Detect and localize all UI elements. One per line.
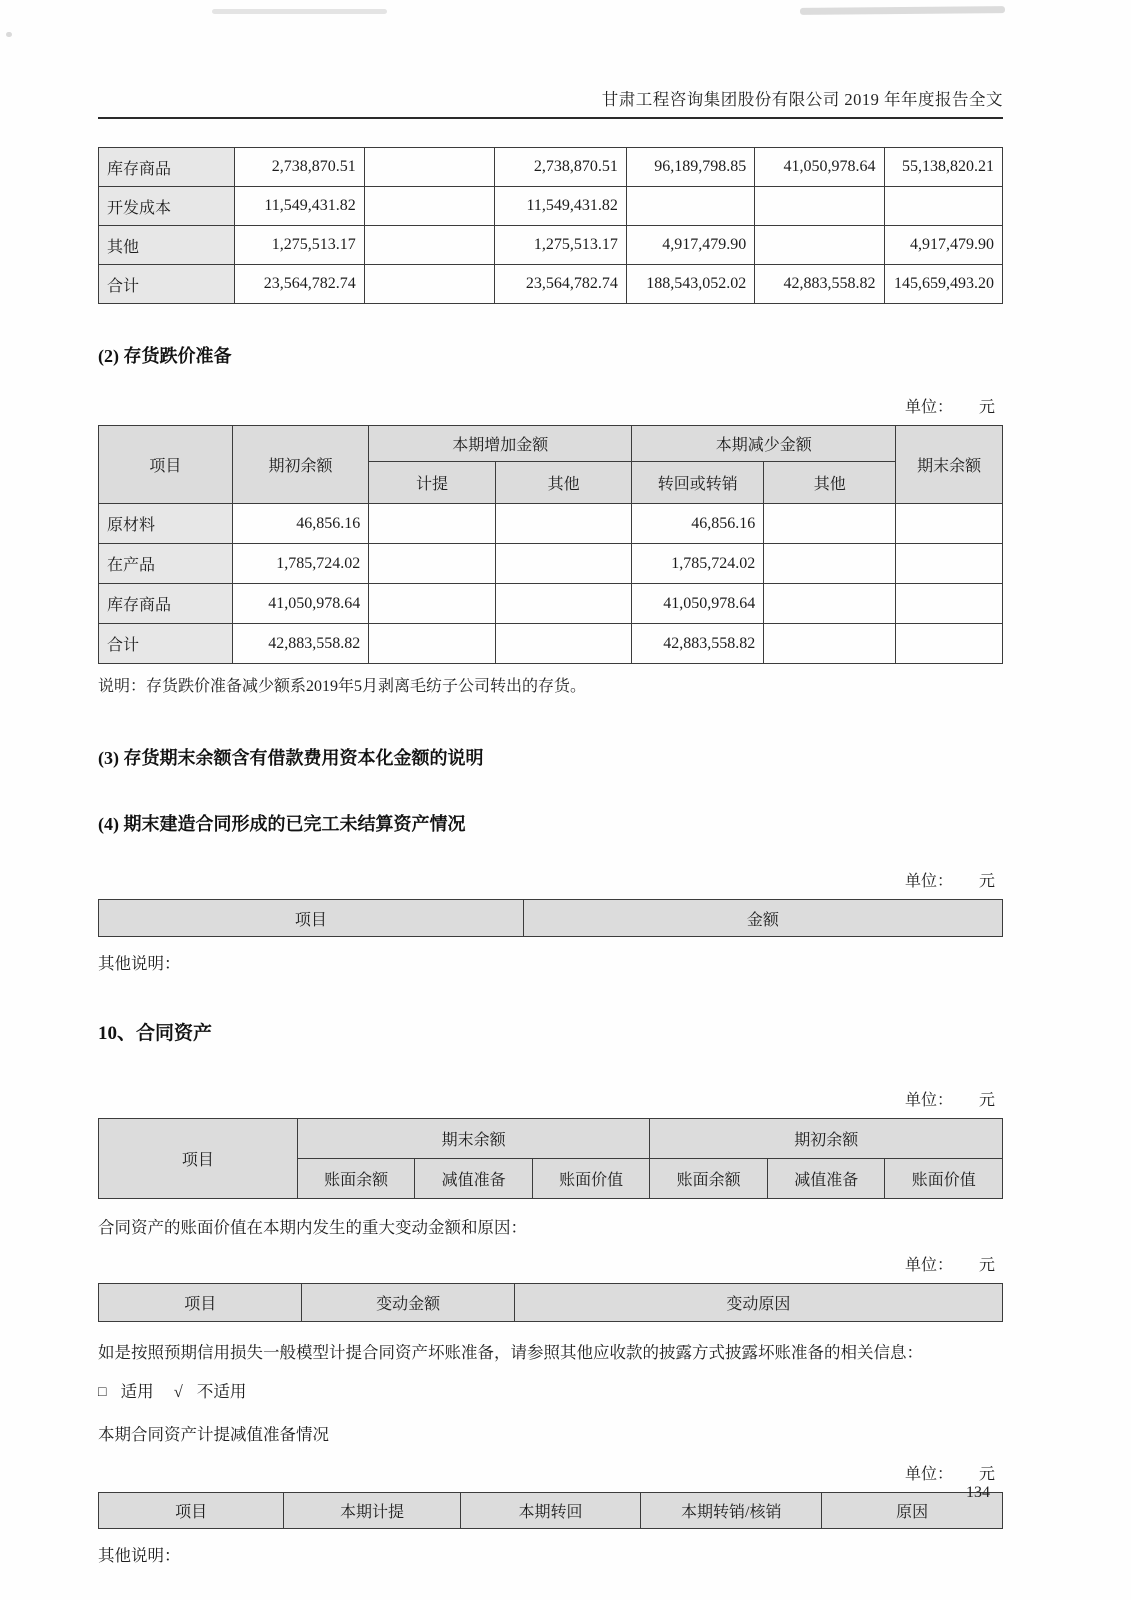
- col-header-writeoff: 本期转销/核销: [641, 1493, 822, 1529]
- impairment-intro-text: 本期合同资产计提减值准备情况: [98, 1425, 329, 1444]
- empty-cell: [896, 504, 1003, 544]
- impairment-table: [98, 1492, 1003, 1529]
- col-header-book-value: 账面价值: [885, 1159, 1003, 1199]
- provision-table: [98, 425, 1003, 664]
- empty-cell: [896, 584, 1003, 624]
- col-header-closing: 期末余额: [896, 426, 1003, 504]
- header-row: [99, 1284, 1003, 1322]
- empty-cell: [764, 504, 896, 544]
- other-note: 其他说明：: [98, 1546, 181, 1565]
- col-header-amount: 金额: [523, 900, 1002, 937]
- amount-cell: 42,883,558.82: [632, 624, 764, 664]
- section-heading-capitalized-borrowing: (3) 存货期末余额含有借款费用资本化金额的说明: [98, 748, 484, 768]
- unit-line: [98, 1252, 1003, 1275]
- provision-note: 说明：存货跌价准备减少额系2019年5月剥离毛纺子公司转出的存货。: [98, 678, 587, 695]
- empty-cell: [369, 624, 496, 664]
- ecl-note-text: 如是按照预期信用损失一般模型计提合同资产坏账准备，请参照其他应收款的披露方式披露坏账准备的相关信息：: [98, 1343, 923, 1362]
- empty-cell: [364, 148, 494, 187]
- section-heading-construction-contracts: (4) 期末建造合同形成的已完工未结算资产情况: [98, 814, 466, 834]
- col-header-item: 项目: [99, 1119, 298, 1199]
- col-header-reason: 变动原因: [514, 1284, 1002, 1322]
- amount-cell: 41,050,978.64: [755, 148, 884, 187]
- unit-line: [98, 394, 1003, 417]
- empty-cell: [495, 624, 632, 664]
- unit-label: 单位：: [904, 1466, 953, 1483]
- col-header-decrease-group: 本期减少金额: [632, 426, 896, 462]
- header-row: [99, 900, 1003, 937]
- empty-cell: [896, 544, 1003, 584]
- unit-label: 单位：: [904, 399, 953, 416]
- table-row: [99, 624, 1003, 664]
- amount-cell: 188,543,052.02: [626, 265, 754, 304]
- scan-artifact: [6, 32, 12, 37]
- col-header-other-dec: 其他: [764, 462, 896, 504]
- amount-cell: 1,275,513.17: [234, 226, 364, 265]
- col-header-book-balance: 账面余额: [297, 1159, 415, 1199]
- empty-cell: [755, 226, 884, 265]
- amount-cell: 42,883,558.82: [755, 265, 884, 304]
- table-row: [99, 187, 1003, 226]
- other-note: 其他说明：: [98, 954, 181, 973]
- amount-cell: 41,050,978.64: [232, 584, 369, 624]
- amount-cell: 46,856.16: [632, 504, 764, 544]
- empty-cell: [764, 624, 896, 664]
- col-header-item: 项目: [99, 1493, 284, 1529]
- col-header-reason: 原因: [822, 1493, 1003, 1529]
- unit-line: [98, 1461, 1003, 1484]
- unit-value: 元: [978, 1466, 995, 1483]
- row-label-cell: 合计: [99, 624, 233, 664]
- amount-cell: 4,917,479.90: [884, 226, 1002, 265]
- amount-cell: 11,549,431.82: [234, 187, 364, 226]
- unit-label: 单位：: [904, 873, 953, 890]
- header-row: [99, 1119, 1003, 1159]
- applicable-label: 适用: [120, 1382, 154, 1401]
- checkmark-icon: √: [173, 1382, 183, 1401]
- section-heading-inventory-provision: (2) 存货跌价准备: [98, 346, 232, 366]
- applicability-line: [98, 1378, 1003, 1402]
- empty-cell: [884, 187, 1002, 226]
- empty-cell: [764, 584, 896, 624]
- col-header-reversal: 本期转回: [460, 1493, 641, 1529]
- amount-cell: 145,659,493.20: [884, 265, 1002, 304]
- unit-label: 单位：: [904, 1257, 953, 1274]
- row-label-cell: 库存商品: [99, 584, 233, 624]
- row-label-cell: 合计: [99, 265, 235, 304]
- header-row: [99, 426, 1003, 462]
- row-label-cell: 其他: [99, 226, 235, 265]
- not-applicable-label: 不适用: [196, 1382, 247, 1401]
- empty-cell: [755, 187, 884, 226]
- row-label-cell: 原材料: [99, 504, 233, 544]
- row-label-cell: 开发成本: [99, 187, 235, 226]
- col-header-other-inc: 其他: [495, 462, 632, 504]
- unit-line: [98, 1087, 1003, 1110]
- col-header-item: 项目: [99, 900, 524, 937]
- col-header-amount: 变动金额: [302, 1284, 514, 1322]
- amount-cell: 11,549,431.82: [494, 187, 626, 226]
- empty-cell: [495, 584, 632, 624]
- empty-cell: [369, 504, 496, 544]
- table-row: [99, 265, 1003, 304]
- amount-cell: 1,785,724.02: [232, 544, 369, 584]
- empty-cell: [764, 544, 896, 584]
- unit-value: 元: [978, 873, 995, 890]
- amount-cell: 1,275,513.17: [494, 226, 626, 265]
- col-header-accrual: 本期计提: [284, 1493, 460, 1529]
- col-header-book-value: 账面价值: [532, 1159, 650, 1199]
- col-header-impairment: 减值准备: [415, 1159, 533, 1199]
- col-header-accrual: 计提: [369, 462, 496, 504]
- col-header-opening-group: 期初余额: [650, 1119, 1003, 1159]
- amount-cell: 4,917,479.90: [626, 226, 754, 265]
- section-heading-contract-assets: 10、合同资产: [98, 1023, 213, 1044]
- row-label-cell: 在产品: [99, 544, 233, 584]
- empty-cell: [626, 187, 754, 226]
- amount-cell: 1,785,724.02: [632, 544, 764, 584]
- amount-cell: 96,189,798.85: [626, 148, 754, 187]
- col-header-item: 项目: [99, 1284, 302, 1322]
- unit-label: 单位：: [904, 1092, 953, 1109]
- col-header-book-balance: 账面余额: [650, 1159, 768, 1199]
- col-header-impairment: 减值准备: [767, 1159, 885, 1199]
- amount-cell: 46,856.16: [232, 504, 369, 544]
- empty-cell: [364, 187, 494, 226]
- empty-cell: [364, 265, 494, 304]
- empty-cell: [369, 584, 496, 624]
- col-header-closing-group: 期末余额: [297, 1119, 650, 1159]
- table-row: [99, 504, 1003, 544]
- inventory-table: [98, 147, 1003, 304]
- table-row: [99, 148, 1003, 187]
- amount-cell: 2,738,870.51: [494, 148, 626, 187]
- amount-cell: 42,883,558.82: [232, 624, 369, 664]
- empty-cell: [896, 624, 1003, 664]
- amount-cell: 2,738,870.51: [234, 148, 364, 187]
- unit-value: 元: [978, 1257, 995, 1274]
- empty-cell: [364, 226, 494, 265]
- col-header-opening: 期初余额: [232, 426, 369, 504]
- page-number: 134: [966, 1484, 990, 1501]
- empty-cell: [495, 544, 632, 584]
- checkbox-icon: □: [98, 1385, 107, 1400]
- col-header-increase-group: 本期增加金额: [369, 426, 632, 462]
- empty-cell: [495, 504, 632, 544]
- amount-cell: 23,564,782.74: [234, 265, 364, 304]
- header-row: [99, 1493, 1003, 1529]
- amount-cell: 55,138,820.21: [884, 148, 1002, 187]
- empty-cell: [369, 544, 496, 584]
- unit-value: 元: [978, 1092, 995, 1109]
- change-table: [98, 1283, 1003, 1322]
- unit-line: [98, 868, 1003, 891]
- col-header-item: 项目: [99, 426, 233, 504]
- table-row: [99, 584, 1003, 624]
- table-row: [99, 226, 1003, 265]
- page-content: [98, 0, 1003, 1566]
- running-header: 甘肃工程咨询集团股份有限公司 2019 年年度报告全文: [98, 0, 1003, 119]
- table-row: [99, 544, 1003, 584]
- contract-asset-table: [98, 1118, 1003, 1199]
- unit-value: 元: [978, 399, 995, 416]
- row-label-cell: 库存商品: [99, 148, 235, 187]
- completed-assets-table: [98, 899, 1003, 937]
- col-header-reversal: 转回或转销: [632, 462, 764, 504]
- amount-cell: 41,050,978.64: [632, 584, 764, 624]
- amount-cell: 23,564,782.74: [494, 265, 626, 304]
- change-intro-text: 合同资产的账面价值在本期内发生的重大变动金额和原因：: [98, 1218, 527, 1237]
